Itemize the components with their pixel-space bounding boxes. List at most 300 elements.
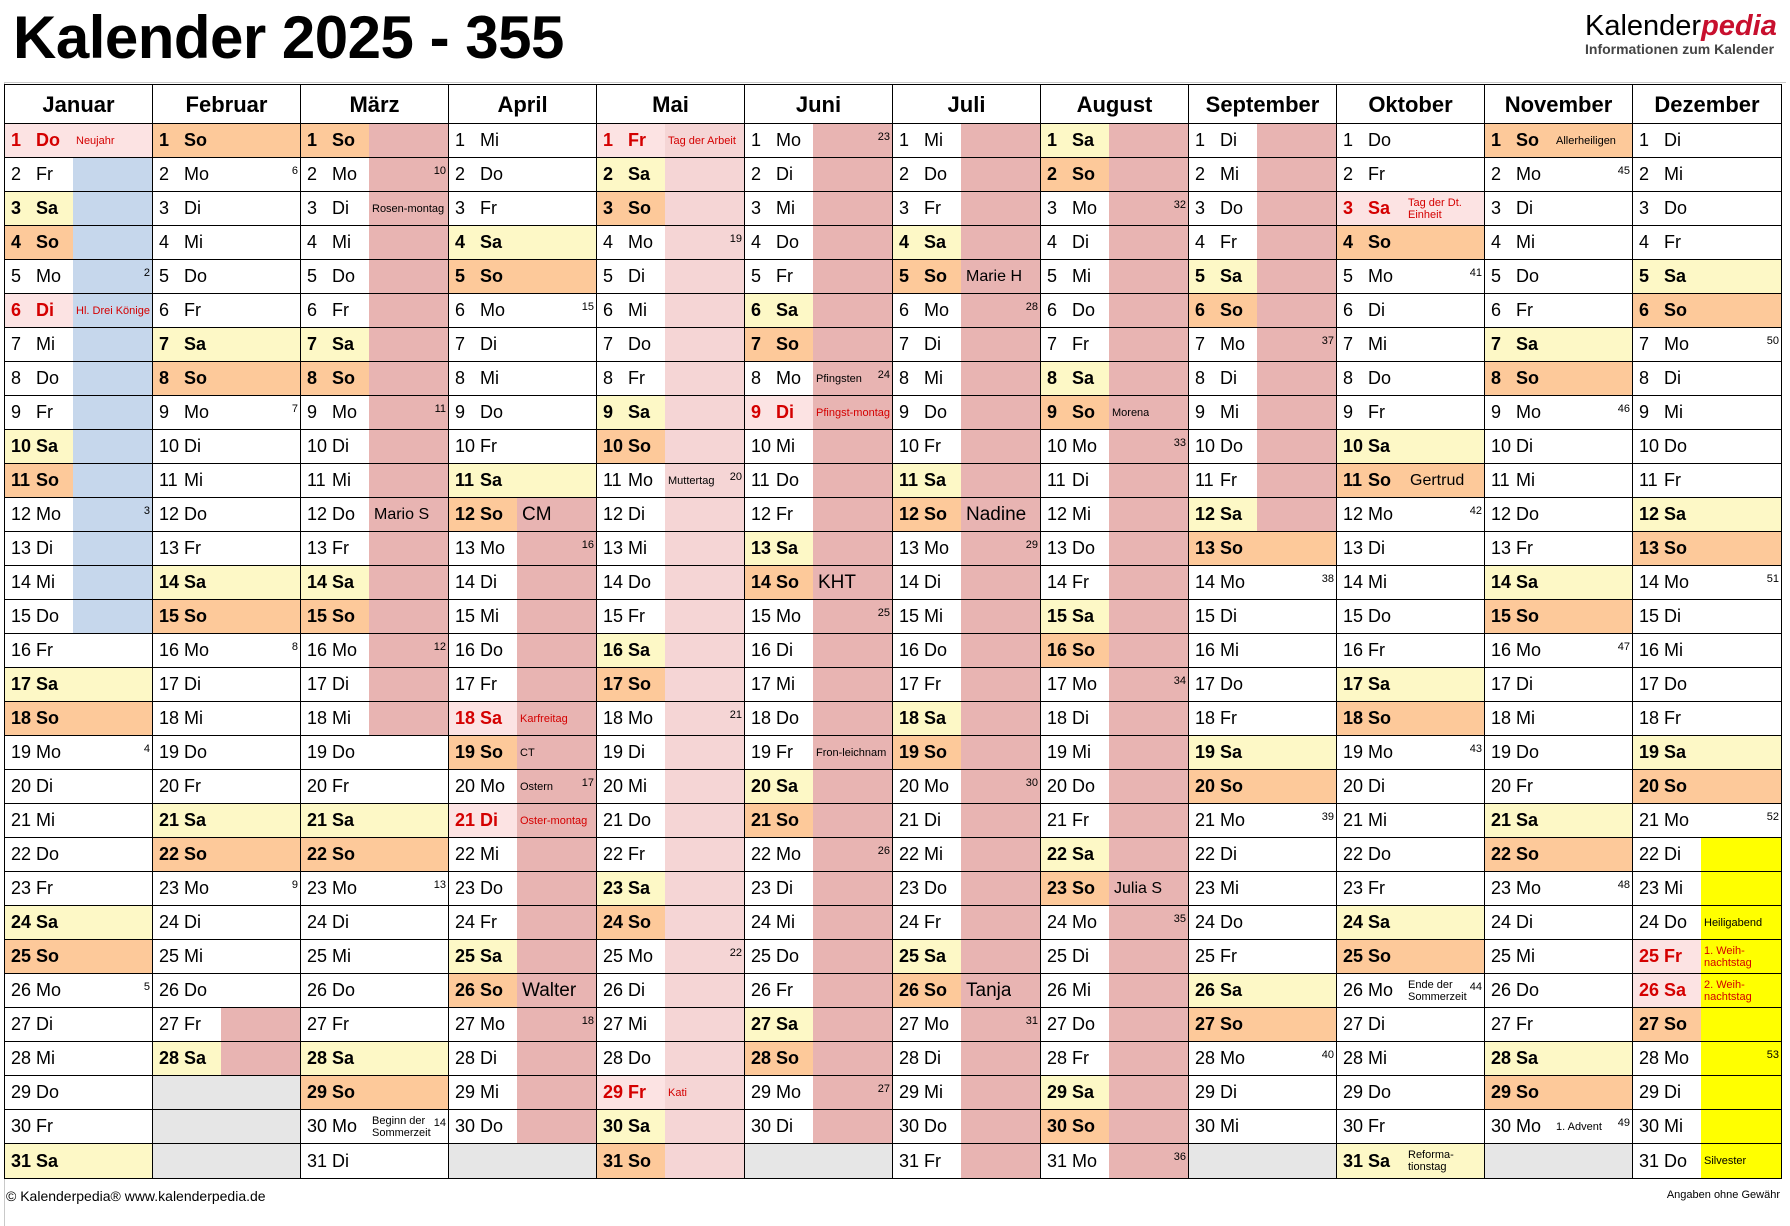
day-cell — [153, 396, 300, 430]
day-entry-area — [517, 1042, 596, 1075]
day-number: 23 — [1195, 878, 1216, 898]
weekday-label: Mi — [1220, 402, 1239, 422]
week-number: 2 — [143, 267, 150, 279]
day-number: 15 — [455, 606, 476, 626]
day-entry-area — [1701, 974, 1781, 1007]
day-number: 5 — [1491, 266, 1502, 286]
weekday-label: Sa — [1368, 912, 1391, 932]
day-cell — [893, 1144, 1040, 1178]
weekday-label: Sa — [184, 810, 207, 830]
day-entry-area — [665, 1110, 744, 1143]
day-number: 16 — [159, 640, 180, 660]
weekday-label: Do — [36, 368, 60, 388]
day-entry-area — [1257, 702, 1336, 735]
day-entry-area — [369, 498, 448, 531]
day-number: 3 — [159, 198, 170, 218]
day-entry-area — [813, 566, 892, 599]
day-number: 17 — [1491, 674, 1512, 694]
weekday-label: Sa — [1368, 674, 1391, 694]
weekday-label: Do — [184, 742, 208, 762]
day-entry-area — [1405, 702, 1484, 735]
weekday-label: Mo — [1072, 912, 1098, 932]
day-cell — [5, 294, 152, 328]
day-entry-area — [1405, 1008, 1484, 1041]
day-entry-area — [369, 702, 448, 735]
day-number: 30 — [603, 1116, 624, 1136]
day-entry-area — [1553, 192, 1632, 225]
day-number: 26 — [1491, 980, 1512, 1000]
weekday-label: Di — [1072, 708, 1089, 728]
day-number: 11 — [603, 470, 622, 490]
day-cell — [893, 498, 1040, 532]
day-cell — [1041, 1076, 1188, 1110]
day-number: 7 — [751, 334, 762, 354]
day-cell — [301, 1076, 448, 1110]
weekday-label: Fr — [1664, 470, 1681, 490]
weekday-label: So — [924, 266, 948, 286]
day-number: 8 — [1491, 368, 1502, 388]
day-number: 2 — [1343, 164, 1354, 184]
day-number: 14 — [1195, 572, 1216, 592]
day-cell — [5, 974, 152, 1008]
day-number: 18 — [751, 708, 772, 728]
day-number: 15 — [1195, 606, 1216, 626]
day-cell — [597, 362, 744, 396]
weekday-label: Di — [628, 504, 645, 524]
day-cell — [153, 736, 300, 770]
weekday-label: Do — [924, 878, 948, 898]
weekday-label: Mo — [1072, 198, 1098, 218]
day-cell — [449, 294, 596, 328]
footer-disclaimer: Angaben ohne Gewähr — [1666, 1189, 1780, 1201]
day-number: 12 — [1195, 504, 1216, 524]
day-cell — [1337, 1042, 1484, 1076]
day-cell — [1337, 804, 1484, 838]
day-cell — [1485, 1008, 1632, 1042]
weekday-label: Mo — [1516, 1116, 1542, 1136]
weekday-label: Fr — [924, 198, 941, 218]
weekday-label: Do — [36, 606, 60, 626]
day-cell — [1189, 974, 1336, 1008]
day-cell — [1485, 872, 1632, 906]
day-entry-area — [1109, 838, 1188, 871]
day-cell — [153, 770, 300, 804]
day-number: 31 — [11, 1150, 32, 1171]
weekday-label: Fr — [332, 1014, 349, 1034]
day-number: 17 — [603, 674, 624, 694]
day-number: 4 — [159, 232, 170, 252]
day-cell — [1337, 1008, 1484, 1042]
day-cell — [1189, 1042, 1336, 1076]
day-cell — [1337, 226, 1484, 260]
day-number: 27 — [11, 1014, 32, 1034]
day-entry-area — [1405, 1076, 1484, 1109]
day-cell — [1337, 566, 1484, 600]
day-number: 11 — [751, 470, 770, 490]
day-number: 8 — [1639, 368, 1650, 388]
day-number: 15 — [603, 606, 624, 626]
day-entry-area — [961, 226, 1040, 259]
day-entry-area — [1701, 634, 1781, 667]
weekday-label: Fr — [1072, 1048, 1089, 1068]
day-entry-area — [517, 124, 596, 157]
day-number: 30 — [899, 1116, 920, 1136]
day-entry-area — [665, 566, 744, 599]
day-cell — [597, 1008, 744, 1042]
day-cell — [1041, 702, 1188, 736]
day-cell — [301, 260, 448, 294]
day-cell — [153, 804, 300, 838]
day-cell — [301, 464, 448, 498]
day-cell — [1041, 124, 1188, 158]
day-entry-area — [221, 158, 300, 191]
day-number: 28 — [455, 1048, 476, 1068]
day-number: 21 — [455, 810, 476, 830]
week-number: 53 — [1766, 1049, 1779, 1061]
weekday-label: So — [1516, 368, 1540, 388]
day-cell — [301, 226, 448, 260]
day-cell — [301, 158, 448, 192]
day-cell — [1189, 940, 1336, 974]
day-note: Rosen-montag — [372, 202, 445, 215]
day-cell — [1337, 634, 1484, 668]
day-number: 10 — [159, 436, 180, 456]
weekday-label: So — [628, 436, 652, 456]
day-cell — [1189, 1008, 1336, 1042]
day-entry-area — [1701, 1042, 1781, 1075]
weekday-label: Di — [1516, 198, 1533, 218]
weekday-label: Sa — [1664, 504, 1687, 524]
day-entry-area — [1257, 226, 1336, 259]
day-entry-area — [221, 124, 300, 157]
day-number: 3 — [307, 198, 318, 218]
weekday-label: So — [1220, 538, 1244, 558]
weekday-label: Sa — [1220, 266, 1243, 286]
day-entry-area — [73, 1076, 152, 1109]
person-entry: Marie H — [966, 267, 1023, 285]
day-number: 1 — [11, 130, 22, 150]
weekday-label: Di — [1220, 368, 1237, 388]
day-entry-area — [517, 906, 596, 939]
weekday-label: Mo — [1664, 1048, 1690, 1068]
day-cell — [5, 498, 152, 532]
day-cell — [1337, 906, 1484, 940]
day-number: 6 — [159, 300, 170, 320]
day-note: Allerheiligen — [1556, 134, 1616, 147]
day-cell — [597, 1144, 744, 1178]
day-cell — [1633, 668, 1781, 702]
day-number: 1 — [159, 130, 170, 150]
weekday-label: Mo — [1368, 980, 1394, 1000]
weekday-label: Di — [1516, 912, 1533, 932]
day-number: 16 — [455, 640, 476, 660]
day-cell — [1337, 464, 1484, 498]
day-entry-area — [961, 1042, 1040, 1075]
day-entry-area — [813, 430, 892, 463]
weekday-label: Fr — [1664, 708, 1681, 728]
weekday-label: Fr — [332, 538, 349, 558]
weekday-label: Mi — [36, 572, 55, 592]
weekday-label: Di — [628, 266, 645, 286]
day-entry-area — [517, 974, 596, 1007]
day-note: Ostern — [520, 780, 554, 793]
day-number: 9 — [751, 402, 762, 422]
day-cell — [1041, 362, 1188, 396]
day-number: 7 — [1047, 334, 1058, 354]
day-entry-area — [1109, 600, 1188, 633]
day-entry-area — [1405, 838, 1484, 871]
day-entry-area — [813, 226, 892, 259]
weekday-label: So — [924, 742, 948, 762]
day-entry-area — [1701, 396, 1781, 429]
week-number: 11 — [434, 403, 446, 415]
day-entry-area — [1701, 294, 1781, 327]
day-entry-area — [369, 940, 448, 973]
day-entry-area — [1701, 532, 1781, 565]
weekday-label: Do — [924, 1116, 948, 1136]
day-number: 7 — [1491, 334, 1502, 354]
day-number: 24 — [1343, 912, 1364, 932]
day-cell — [1189, 736, 1336, 770]
weekday-label: Mo — [776, 606, 802, 626]
day-entry-area — [961, 1008, 1040, 1041]
day-cell — [1633, 1042, 1781, 1076]
weekday-label: Mi — [628, 538, 647, 558]
weekday-label: Fr — [480, 674, 497, 694]
weekday-label: Fr — [332, 776, 349, 796]
weekday-label: So — [184, 844, 208, 864]
weekday-label: Fr — [628, 606, 645, 626]
weekday-label: Mo — [480, 300, 506, 320]
weekday-label: Mi — [1664, 1116, 1683, 1136]
day-number: 13 — [899, 538, 920, 558]
weekday-label: Mi — [480, 130, 499, 150]
day-cell — [5, 906, 152, 940]
week-number: 8 — [291, 641, 298, 653]
day-entry-area — [517, 430, 596, 463]
day-cell — [745, 158, 892, 192]
week-number: 16 — [581, 539, 594, 551]
week-number: 24 — [877, 369, 890, 381]
day-cell — [597, 600, 744, 634]
day-entry-area — [73, 906, 152, 939]
day-cell — [1189, 906, 1336, 940]
day-entry-area — [1257, 362, 1336, 395]
day-number: 8 — [1195, 368, 1206, 388]
day-number: 15 — [751, 606, 772, 626]
day-entry-area — [369, 668, 448, 701]
weekday-label: Sa — [184, 334, 207, 354]
day-entry-area — [665, 1076, 744, 1109]
weekday-label: Sa — [1664, 980, 1687, 1000]
day-number: 27 — [1195, 1014, 1216, 1034]
day-entry-area — [369, 1008, 448, 1041]
day-entry-area — [1109, 940, 1188, 973]
day-entry-area — [665, 532, 744, 565]
day-number: 11 — [11, 470, 31, 490]
day-entry-area — [1701, 1110, 1781, 1143]
day-cell — [745, 1008, 892, 1042]
week-number: 49 — [1617, 1117, 1630, 1129]
day-cell — [597, 702, 744, 736]
weekday-label: Fr — [628, 130, 646, 150]
day-number: 1 — [1343, 130, 1354, 150]
day-entry-area — [961, 600, 1040, 633]
weekday-label: Sa — [1516, 1048, 1539, 1068]
day-number: 14 — [11, 572, 32, 592]
day-number: 11 — [1639, 470, 1658, 490]
month-column — [5, 84, 153, 1178]
weekday-label: So — [36, 470, 60, 490]
weekday-label: So — [628, 198, 652, 218]
weekday-label: Fr — [1516, 300, 1533, 320]
day-cell — [1485, 906, 1632, 940]
weekday-label: Di — [1072, 470, 1089, 490]
day-entry-area — [1109, 872, 1188, 905]
day-entry-area — [1553, 124, 1632, 157]
day-cell — [597, 464, 744, 498]
day-cell — [745, 124, 892, 158]
week-number: 38 — [1321, 573, 1334, 585]
day-entry-area — [221, 736, 300, 769]
day-entry-area — [665, 396, 744, 429]
day-number: 28 — [1195, 1048, 1216, 1068]
weekday-label: Di — [1368, 538, 1385, 558]
day-entry-area — [1109, 1076, 1188, 1109]
day-entry-area — [221, 668, 300, 701]
day-number: 22 — [1491, 844, 1512, 864]
weekday-label: Mi — [1368, 1048, 1387, 1068]
weekday-label: Mo — [1664, 572, 1690, 592]
day-cell — [449, 940, 596, 974]
day-entry-area — [517, 158, 596, 191]
day-cell — [1485, 702, 1632, 736]
day-entry-area — [813, 906, 892, 939]
day-cell — [893, 294, 1040, 328]
day-number: 28 — [1639, 1048, 1660, 1068]
day-cell — [153, 1042, 300, 1076]
day-cell — [1633, 328, 1781, 362]
day-number: 30 — [1491, 1116, 1512, 1136]
day-number: 11 — [307, 470, 326, 490]
day-entry-area — [665, 702, 744, 735]
weekday-label: Sa — [924, 708, 947, 728]
day-cell — [597, 804, 744, 838]
day-cell — [301, 294, 448, 328]
day-cell — [893, 464, 1040, 498]
day-entry-area — [1553, 226, 1632, 259]
day-note: Pfingsten — [816, 372, 862, 385]
day-cell — [1485, 634, 1632, 668]
weekday-label: So — [1072, 1116, 1096, 1136]
day-entry-area — [1405, 192, 1484, 225]
day-number: 22 — [603, 844, 624, 864]
day-entry-area — [961, 260, 1040, 293]
weekday-label: Sa — [1072, 844, 1095, 864]
weekday-label: Fr — [184, 776, 201, 796]
day-entry-area — [813, 1076, 892, 1109]
day-number: 31 — [1639, 1150, 1660, 1171]
day-cell — [597, 158, 744, 192]
weekday-label: Sa — [776, 300, 799, 320]
day-entry-area — [1701, 464, 1781, 497]
day-entry-area — [665, 430, 744, 463]
day-cell — [449, 634, 596, 668]
day-cell — [597, 770, 744, 804]
weekday-label: So — [628, 912, 652, 932]
weekday-label: So — [1072, 878, 1096, 898]
month-header: September — [1189, 84, 1336, 124]
day-cell — [1189, 566, 1336, 600]
day-cell — [1485, 532, 1632, 566]
day-entry-area — [1553, 702, 1632, 735]
day-cell — [153, 192, 300, 226]
weekday-label: Mo — [1368, 742, 1394, 762]
day-entry-area — [369, 158, 448, 191]
weekday-label: Sa — [36, 912, 59, 932]
day-cell — [1633, 634, 1781, 668]
weekday-label: Di — [1368, 776, 1385, 796]
day-number: 2 — [159, 164, 170, 184]
weekday-label: Fr — [1368, 1116, 1385, 1136]
day-note: 1. Weih-nachtstag — [1704, 944, 1752, 969]
weekday-label: Mo — [332, 878, 358, 898]
day-cell — [597, 532, 744, 566]
day-number: 26 — [1047, 980, 1068, 1000]
day-entry-area — [221, 702, 300, 735]
day-number: 21 — [159, 810, 180, 830]
day-cell — [745, 804, 892, 838]
day-number: 22 — [307, 844, 328, 864]
weekday-label: Mi — [1072, 504, 1091, 524]
day-cell — [1337, 498, 1484, 532]
day-entry-area — [1405, 532, 1484, 565]
week-number: 26 — [877, 845, 890, 857]
day-entry-area — [813, 328, 892, 361]
weekday-label: Do — [184, 980, 208, 1000]
weekday-label: So — [1368, 946, 1392, 966]
weekday-label: Fr — [1368, 164, 1385, 184]
weekday-label: Do — [1072, 776, 1096, 796]
weekday-label: So — [1220, 300, 1244, 320]
day-cell — [597, 192, 744, 226]
day-cell — [153, 702, 300, 736]
day-cell — [1485, 1110, 1632, 1144]
day-cell — [301, 702, 448, 736]
day-cell — [449, 498, 596, 532]
day-number: 24 — [159, 912, 180, 932]
day-number: 19 — [159, 742, 180, 762]
week-number: 18 — [581, 1015, 594, 1027]
weekday-label: Mi — [776, 674, 795, 694]
weekday-label: Sa — [184, 1048, 207, 1068]
day-entry-area — [221, 294, 300, 327]
brand-logo — [1585, 10, 1780, 56]
weekday-label: Mo — [480, 776, 506, 796]
day-entry-area — [1257, 600, 1336, 633]
day-entry-area — [1553, 566, 1632, 599]
day-number: 6 — [1047, 300, 1058, 320]
day-entry-area — [813, 464, 892, 497]
weekday-label: Di — [36, 538, 53, 558]
day-entry-area — [369, 396, 448, 429]
day-note: Hl. Drei Könige — [76, 304, 150, 317]
day-cell — [893, 260, 1040, 294]
day-number: 22 — [1639, 844, 1660, 864]
day-entry-area — [369, 872, 448, 905]
day-entry-area — [1553, 906, 1632, 939]
day-cell — [153, 838, 300, 872]
